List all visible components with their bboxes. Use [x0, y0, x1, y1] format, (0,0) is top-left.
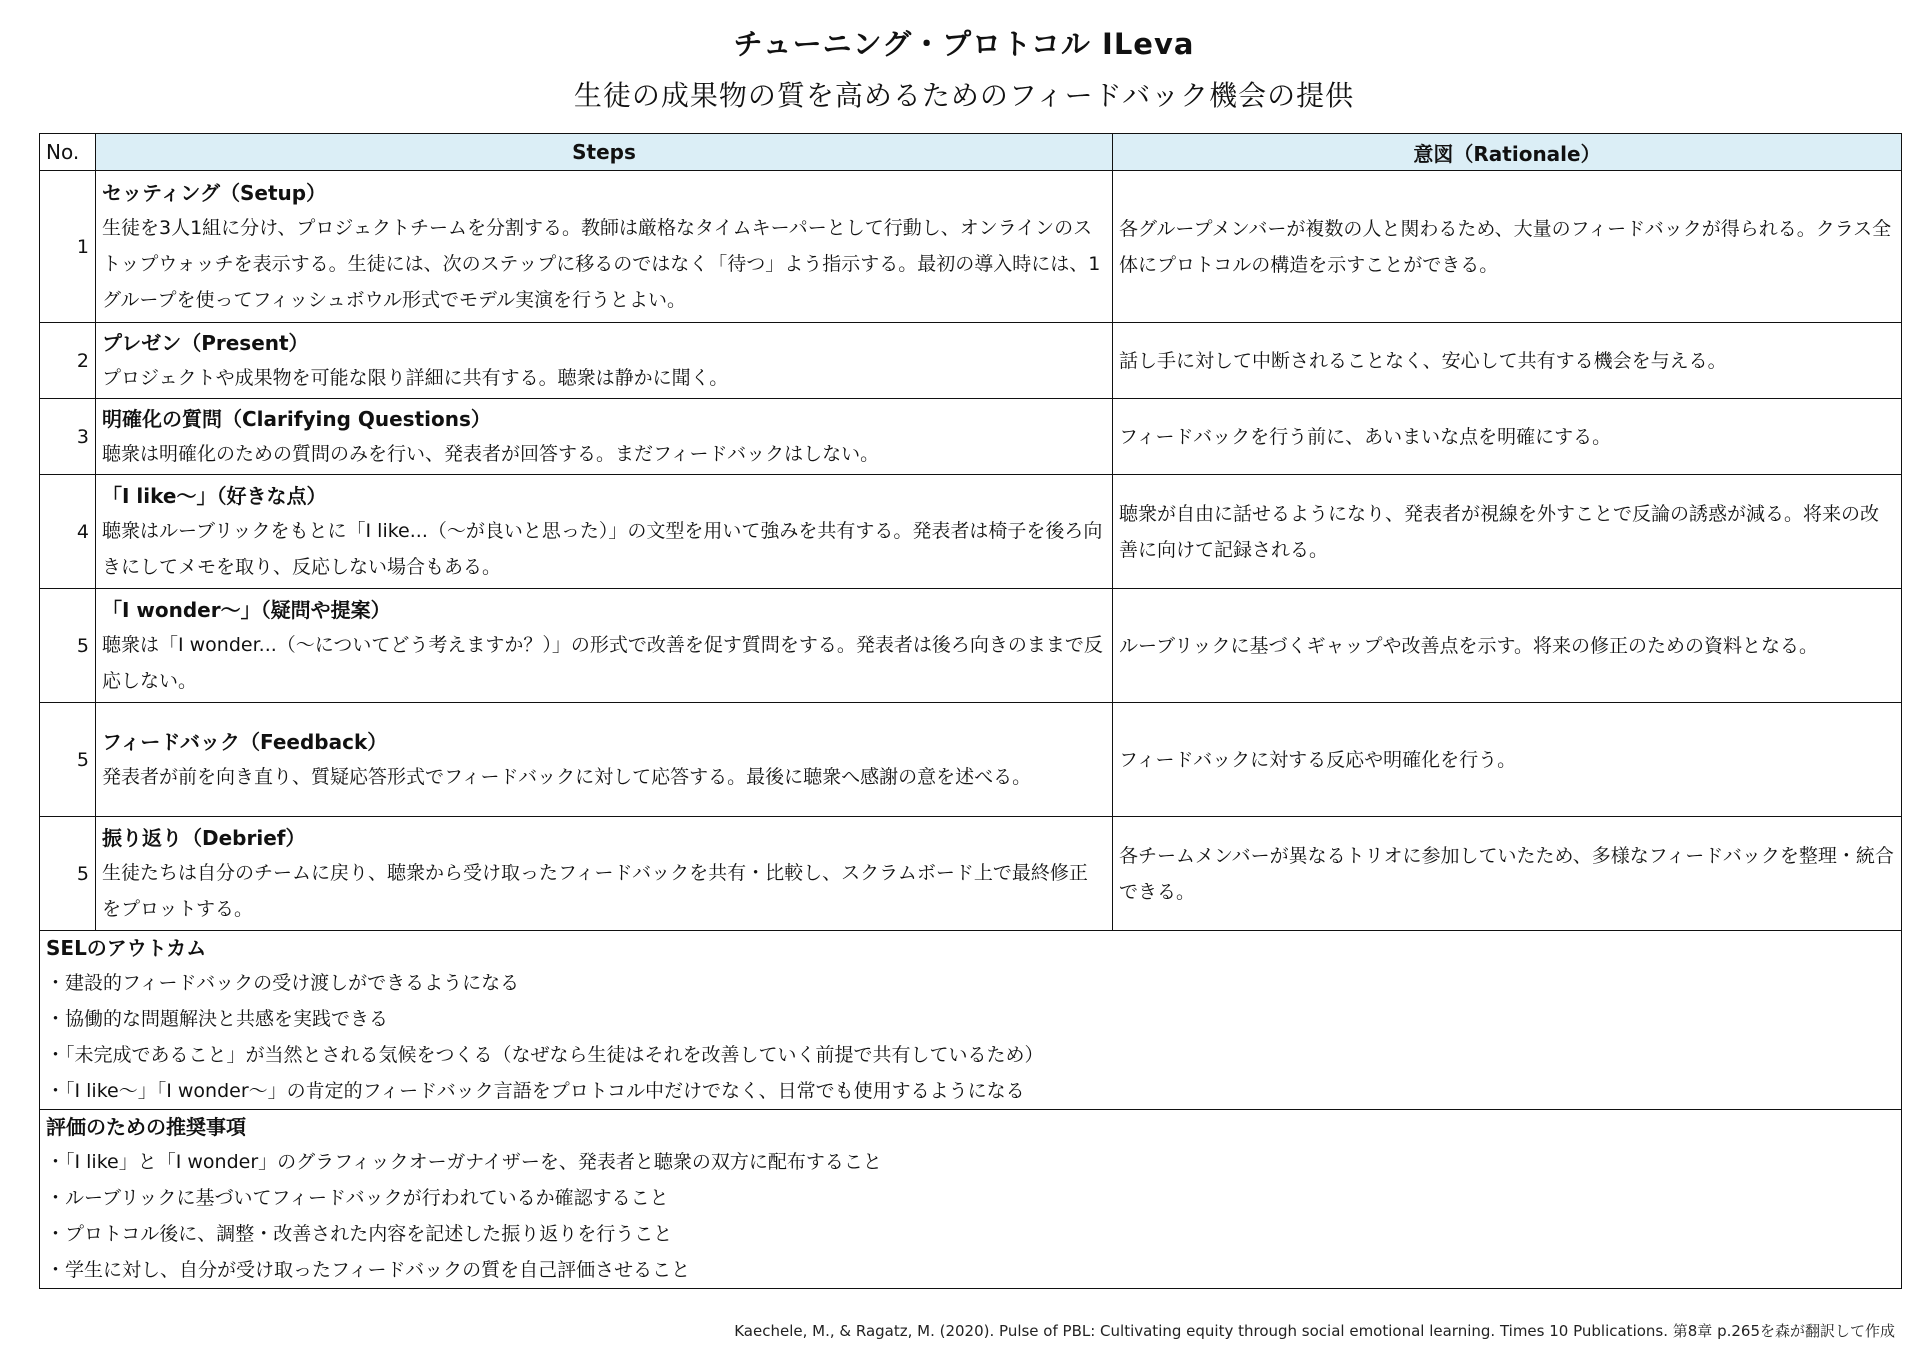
step-title: 「I like～」（好きな点）: [102, 483, 327, 508]
step-title: 「I wonder～」（疑問や提案）: [102, 597, 391, 622]
table-header-row: [40, 134, 1902, 171]
table-row: [40, 817, 1902, 931]
table-row: [40, 475, 1902, 589]
assessment-item: ・プロトコル後に、調整・改善された内容を記述した振り返りを行うこと: [46, 1223, 673, 1245]
table-row: [40, 323, 1902, 399]
sel-outcome-item: ・建設的フィードバックの受け渡しができるようになる: [46, 972, 520, 994]
step-description: プロジェクトや成果物を可能な限り詳細に共有する。聴衆は静かに聞く。: [102, 366, 729, 389]
step-description: 生徒を3人1組に分け、プロジェクトチームを分割する。教師は厳格なタイムキーパーとして行動し、オンラインのストップウォッチを表示する。生徒には、次のステップに移るのではなく「待つ」よう指示する。最初の導入時には、1グループを使ってフィッシュボウル形式でモデル実演を行うとよい。: [102, 216, 1101, 311]
rationale-cell: 各チームメンバーが異なるトリオに参加していたため、多様なフィードバックを整理・統合できる。: [1113, 817, 1902, 931]
step-cell: [96, 475, 1113, 589]
assessment-title: 評価のための推奨事項: [46, 1115, 246, 1139]
step-cell: [96, 171, 1113, 323]
rationale-cell: フィードバックに対する反応や明確化を行う。: [1113, 703, 1902, 817]
step-number: 5: [40, 817, 96, 931]
rationale-cell: 聴衆が自由に話せるようになり、発表者が視線を外すことで反論の誘惑が減る。将来の改善に向けて記録される。: [1113, 475, 1902, 589]
table-row: [40, 399, 1902, 475]
step-number: 5: [40, 589, 96, 703]
sel-outcome-item: ・協働的な問題解決と共感を実践できる: [46, 1008, 389, 1030]
table-row: [40, 589, 1902, 703]
step-cell: [96, 703, 1113, 817]
document-subtitle: 生徒の成果物の質を高めるためのフィードバック機会の提供: [573, 79, 1355, 112]
step-title: 振り返り（Debrief）: [102, 825, 306, 850]
sel-outcome-item: ・「I like～」「I wonder～」の肯定的フィードバック言語をプロトコル中だけでなく、日常でも使用するようになる: [46, 1080, 1025, 1102]
sel-outcomes-row: [40, 931, 1902, 1110]
header-no: No.: [40, 134, 96, 171]
step-number: 3: [40, 399, 96, 475]
step-description: 聴衆はルーブリックをもとに「I like...（～が良いと思った）」の文型を用いて強みを共有する。発表者は椅子を後ろ向きにしてメモを取り、反応しない場合もある。: [102, 519, 1103, 578]
step-cell: [96, 589, 1113, 703]
rationale-cell: フィードバックを行う前に、あいまいな点を明確にする。: [1113, 399, 1902, 475]
step-number: 5: [40, 703, 96, 817]
step-title: プレゼン（Present）: [102, 330, 309, 355]
step-cell: [96, 817, 1113, 931]
assessment-item: ・学生に対し、自分が受け取ったフィードバックの質を自己評価させること: [46, 1259, 691, 1281]
table-row: [40, 703, 1902, 817]
step-number: 2: [40, 323, 96, 399]
step-description: 生徒たちは自分のチームに戻り、聴衆から受け取ったフィードバックを共有・比較し、スクラムボード上で最終修正をプロットする。: [102, 861, 1088, 920]
step-number: 4: [40, 475, 96, 589]
header-steps: Steps: [96, 134, 1113, 171]
step-title: 明確化の質問（Clarifying Questions）: [102, 406, 491, 431]
step-title: セッティング（Setup）: [102, 180, 327, 205]
step-description: 聴衆は明確化のための質問のみを行い、発表者が回答する。まだフィードバックはしない。: [102, 442, 880, 465]
table-row: [40, 171, 1902, 323]
step-title: フィードバック（Feedback）: [102, 729, 388, 754]
sel-outcomes-section: [40, 931, 1902, 1110]
assessment-section: [40, 1110, 1902, 1289]
step-description: 聴衆は「I wonder...（～についてどう考えますか？）」の形式で改善を促す質問をする。発表者は後ろ向きのままで反応しない。: [102, 633, 1103, 692]
step-description: 発表者が前を向き直り、質疑応答形式でフィードバックに対して応答する。最後に聴衆へ感謝の意を述べる。: [102, 765, 1032, 788]
rationale-cell: ルーブリックに基づくギャップや改善点を示す。将来の修正のための資料となる。: [1113, 589, 1902, 703]
document-title: チューニング・プロトコル ILeva: [733, 27, 1195, 61]
assessment-row: [40, 1110, 1902, 1289]
assessment-item: ・ルーブリックに基づいてフィードバックが行われているか確認すること: [46, 1187, 669, 1209]
assessment-item: ・「I like」と「I wonder」のグラフィックオーガナイザーを、発表者と聴衆の双方に配布すること: [46, 1151, 882, 1173]
sel-outcomes-title: SELのアウトカム: [46, 936, 207, 960]
protocol-table: [39, 133, 1902, 1289]
step-cell: [96, 323, 1113, 399]
rationale-cell: 各グループメンバーが複数の人と関わるため、大量のフィードバックが得られる。クラス全体にプロトコルの構造を示すことができる。: [1113, 171, 1902, 323]
step-number: 1: [40, 171, 96, 323]
header-rationale: 意図（Rationale）: [1113, 134, 1902, 171]
step-cell: [96, 399, 1113, 475]
rationale-cell: 話し手に対して中断されることなく、安心して共有する機会を与える。: [1113, 323, 1902, 399]
sel-outcome-item: ・「未完成であること」が当然とされる気候をつくる（なぜなら生徒はそれを改善していく前提で共有しているため）: [46, 1044, 1044, 1066]
citation-text: Kaechele, M., & Ragatz, M. (2020). Pulse of PBL: Cultivating equity through social emotional learning. Times 10 Publications. 第8章 p.265を森が翻訳して作成: [734, 1322, 1895, 1340]
